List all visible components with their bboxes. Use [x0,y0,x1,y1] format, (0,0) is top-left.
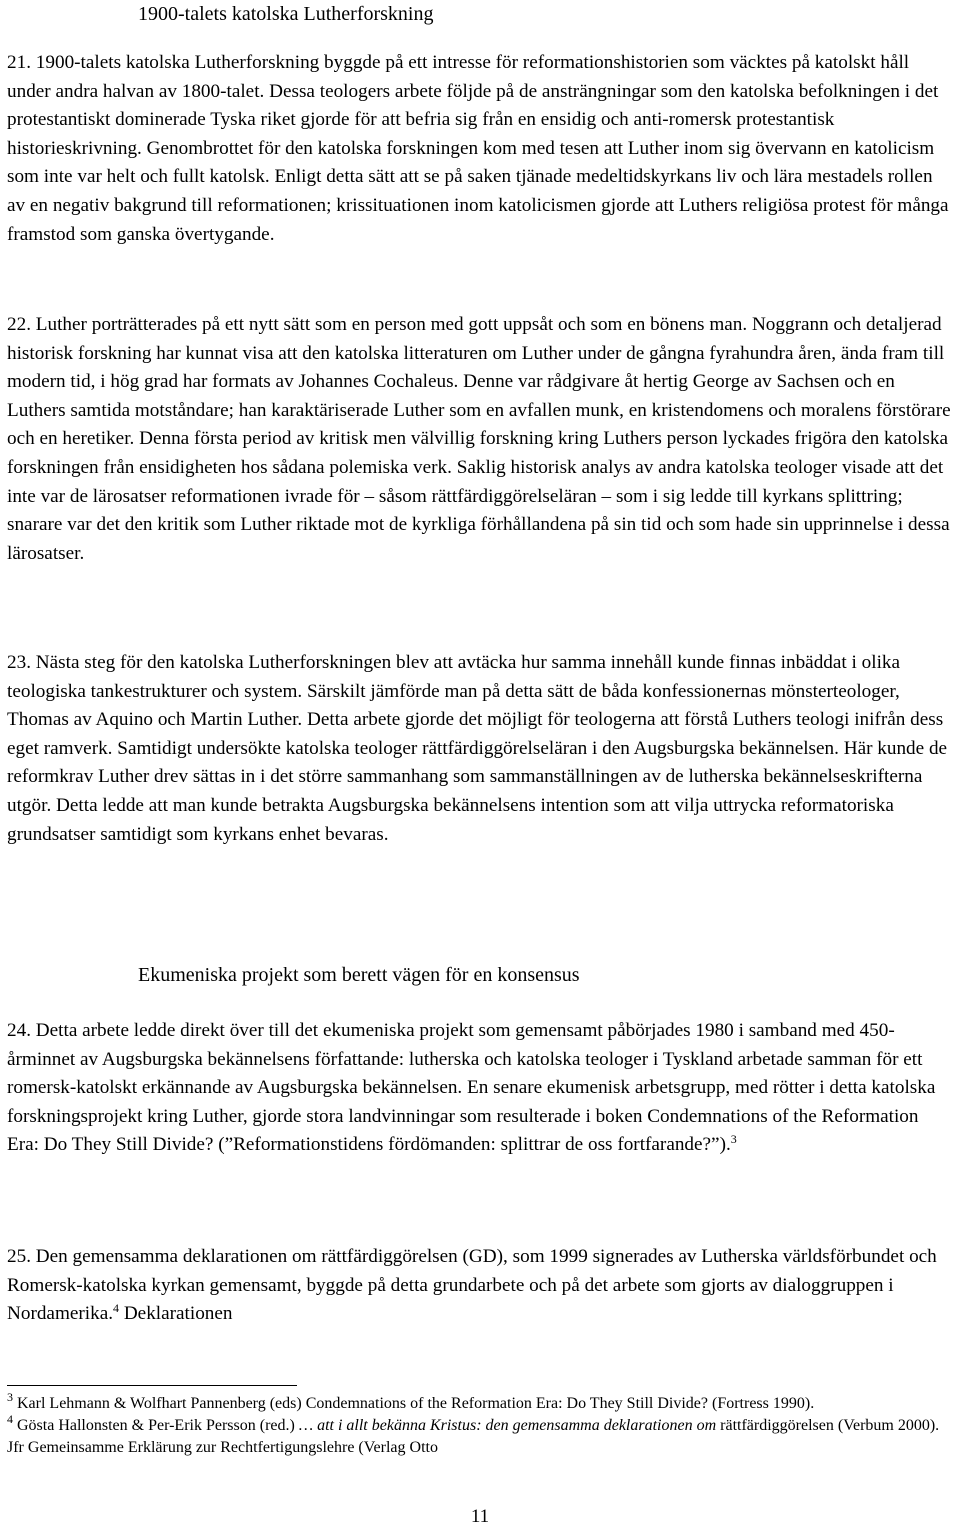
footnote-number: 3 [7,1390,13,1404]
section-heading-ecumenical: Ekumeniska projekt som berett vägen för en konsensus [138,964,580,986]
footnote-number: 4 [7,1412,13,1426]
page-number: 11 [470,1506,490,1527]
footnote-text-rest: rättfärdiggörelsen (Verbum 2000). Jfr Gemeinsamme Erklärung zur Rechtfertigungslehre (Verlag Otto [7,1417,940,1456]
footnote-divider [7,1385,297,1386]
paragraph-25-text: 25. Den gemensamma deklarationen om rättfärdiggörelsen (GD), som 1999 signerades av Lutherska världsförbundet och Romersk-katolska kyrkan gemensamt, byggde på detta grundarbete och på det arbete som gjorts av dialoggruppen i Nordamerika. [7,1246,937,1325]
footnote-italic-title: … att i allt bekänna Kristus: den gemensamma deklarationen om [298,1417,717,1434]
footnote-ref-4[interactable]: 4 [113,1301,120,1316]
section-heading: 1900-talets katolska Lutherforskning [138,3,434,25]
footnote-3 [7,1390,952,1415]
footnote-text: Karl Lehmann & Wolfhart Pannenberg (eds) Condemnations of the Reformation Era: Do They Still Divide? (Fortress 1990). [13,1395,815,1412]
paragraph-24-text: 24. Detta arbete ledde direkt över till det ekumeniska projekt som gemensamt påbörjades 1980 i samband med 450-årminnet av Augsburgska bekännelsens författande: lutherska och katolska teologer i Tyskland arbetade samman för ett romersk-katolskt erkännande av Augsburgska bekännelsen. En senare ekumenisk arbetsgrupp, med rötter i detta katolska forskningsprojekt kring Luther, gjorde stora landvinningar som resulterade i boken Condemnations of the Reformation Era: Do They Still Divide? (”Reformationstidens fördömanden: splittrar de oss fortfarande?”). [7,1020,936,1156]
paragraph-25-continuation: Deklarationen [119,1303,233,1325]
footnote-ref-3[interactable]: 3 [730,1132,737,1147]
paragraph-24 [7,1017,955,1160]
paragraph-22: 22. Luther porträtterades på ett nytt sätt som en person med gott uppsåt och som en bönens man. Noggrann och detaljerad historisk forskning har kunnat visa att den katolska litteraturen om Luther under de gångna fyrahundra åren, ända fram till modern tid, i hög grad har formats av Johannes Cochaleus. Denne var rådgivare åt hertig George av Sachsen och en Luthers samtida motståndare; han karaktäriserade Luther som en avfallen munk, en kristendomens och moralens förstörare och en heretiker. Denna första period av kritisk men välvillig forskning kring Luthers person lyckades frigöra den katolska forskningen från ensidigheten hos sådana polemiska verk. Saklig historisk analys av andra katolska teologer visade att det inte var de lärosatser reformationen ivrade för – såsom rättfärdiggörelseläran – som i sig ledde till kyrkans splittring; snarare var det den kritik som Luther riktade mot de kyrkliga förhållandena på sin tid och som hade sin upprinnelse i dessa lärosatser. [7,314,951,564]
paragraph-21: 21. 1900-talets katolska Lutherforskning byggde på ett intresse för reformationshistorien som väcktes på katolskt håll under andra halvan av 1800-talet. Dessa teologers arbete följde på de ansträngningar som den katolska befolkningen i det protestantiskt dominerade Tyska riket gjorde för att befria sig från en ensidig och anti-romersk protestantisk historieskrivning. Genombrottet för den katolska forskningen kom med tesen att Luther inom sig övervann en katolicism som inte var helt och fullt katolsk. Enligt detta sätt att se på saken tjänade medeltidskyrkans liv och lära mestadels rollen av en negativ bakgrund till reformationen; krissituationen inom katolicismen gjorde att Luthers religiösa protest för många framstod som ganska övertygande. [7,52,949,245]
footnotes [7,1390,952,1459]
footnote-4 [7,1412,952,1459]
paragraph-23: 23. Nästa steg för den katolska Lutherforskningen blev att avtäcka hur samma innehåll kunde finnas inbäddat i olika teologiska tankestrukturer och system. Särskilt jämförde man på detta sätt de båda konfessionernas mönsterteologer, Thomas av Aquino och Martin Luther. Detta arbete gjorde det möjligt för teologerna att förstå Luthers teologi inifrån dess eget ramverk. Samtidigt undersökte katolska teologer rättfärdiggörelseläran i den Augsburgska bekännelsen. Här kunde de reformkrav Luther drev sättas in i det större sammanhang som sammanställningen av de lutherska bekännelseskrifterna utgör. Detta ledde att man kunde betrakta Augsburgska bekännelsens intention som att vilja uttrycka reformatoriska grundsatser samtidigt som kyrkans enhet bevaras. [7,652,948,845]
footnote-text: Gösta Hallonsten & Per-Erik Persson (red.) [13,1417,299,1434]
paragraph-25 [7,1243,955,1329]
